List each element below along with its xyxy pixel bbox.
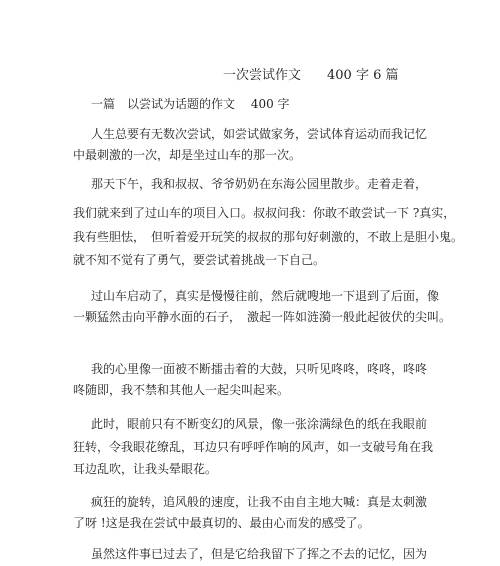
paragraph-7-line-2: 了呀 !这是我在尝试中最真切的、最由心而发的感受了。 xyxy=(73,516,370,530)
paragraph-6-line-2: 狂转，令我眼花缭乱，耳边只有呼呼作响的风声，如一支破号角在我 xyxy=(73,440,434,454)
paragraph-5-line-2: 咚随即，我不禁和其他人一起尖叫起来。 xyxy=(73,383,290,397)
paragraph-3-line-2: 我有些胆怯， 但听着爱开玩笑的叔叔的那句好刺激的，不敢上是胆小鬼。 xyxy=(73,230,464,244)
paragraph-3-line-3: 就不知不觉有了勇气，要尝试着挑战一下自己。 xyxy=(73,253,326,267)
paragraph-4-line-1: 过山车启动了，真实是慢慢往前，然后就嗖地一下退到了后面，像 xyxy=(91,289,440,303)
paragraph-4-line-2: 一颗猛然击向平静水面的石子， 激起一阵如涟漪一般此起彼伏的尖叫。 xyxy=(73,310,452,324)
paragraph-8-line-1: 虽然这件事已过去了，但是它给我留下了挥之不去的记忆，因为 xyxy=(91,547,428,561)
paragraph-7-line-1: 疯狂的旋转，追风般的速度，让我不由自主地大喊：真是太刺激 xyxy=(91,495,428,509)
paragraph-2-line-1: 那天下午，我和叔叔、爷爷奶奶在东海公园里散步。走着走着， xyxy=(91,177,428,191)
paragraph-6-line-1: 此时，眼前只有不断变幻的风景，像一张涂满绿色的纸在我眼前 xyxy=(91,417,428,431)
document-subtitle: 一篇 以尝试为话题的作文 400 字 xyxy=(91,97,290,111)
paragraph-3-line-1: 我们就来到了过山车的项目入口。叔叔问我：你敢不敢尝试一下 ?真实， xyxy=(73,206,456,220)
paragraph-6-line-3: 耳边乱吹，让我头晕眼花。 xyxy=(73,462,218,476)
paragraph-5-line-1: 我的心里像一面被不断擂击着的大鼓，只听见咚咚，咚咚，咚咚 xyxy=(91,362,428,376)
document-title: 一次尝试作文 400 字 6 篇 xyxy=(223,68,399,83)
paragraph-1-line-2: 中最刺激的一次，却是坐过山车的那一次。 xyxy=(73,148,302,162)
paragraph-1-line-1: 人生总要有无数次尝试，如尝试做家务，尝试体育运动而我记忆 xyxy=(91,127,428,141)
